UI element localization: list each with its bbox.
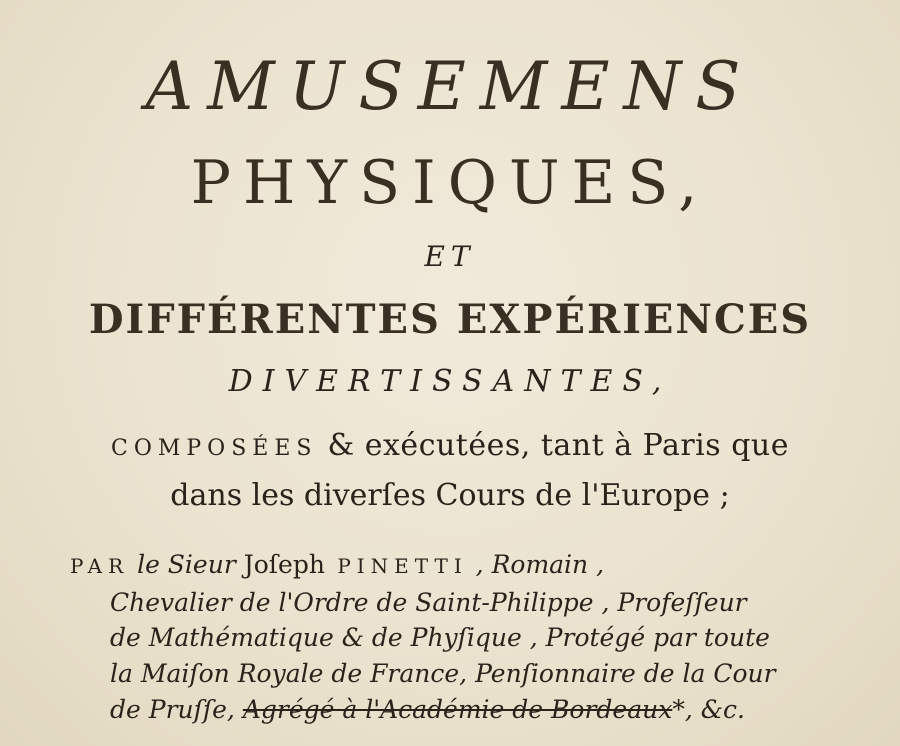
author-last-name: PINETTI [324,554,468,578]
author-line-2: Chevalier de l'Ordre de Saint-Philippe , Profeſſeur [110,588,747,617]
author-line-4: la Maiſon Royale de France, Penſionnaire de la Cour [110,659,776,688]
author-line-3: de Mathématique & de Phyſique , Protégé par toute [110,623,770,652]
author-line-5 [110,693,900,727]
struck-academie-text: Agrégé à l'Académie de Bordeaux [242,695,673,724]
title-line-divertissantes: DIVERTISSANTES, [228,364,672,399]
title-line-amusemens: AMUSEMENS [145,48,755,125]
le-sieur: le Sieur [129,550,244,579]
composees-rest: & exécutées, tant à Paris que [317,428,789,463]
composees-caps: COMPOSÉES [110,436,318,461]
subtitle-line-cours: dans les diverſes Cours de l'Europe ; [170,478,730,513]
author-line-1 [70,548,860,583]
etc-text: *, &c. [672,695,745,724]
author-origin: , Romain , [467,550,605,579]
title-line-et: ET [424,240,476,273]
title-line-physiques: PHYSIQUES, [190,148,710,218]
prusse-text: de Pruſſe, [110,695,243,724]
subtitle-line-composees [0,428,900,463]
par-label: PAR [70,554,130,578]
title-line-differentes: DIFFÉRENTES EXPÉRIENCES [88,296,812,343]
author-first-name: Joſeph [243,550,325,579]
